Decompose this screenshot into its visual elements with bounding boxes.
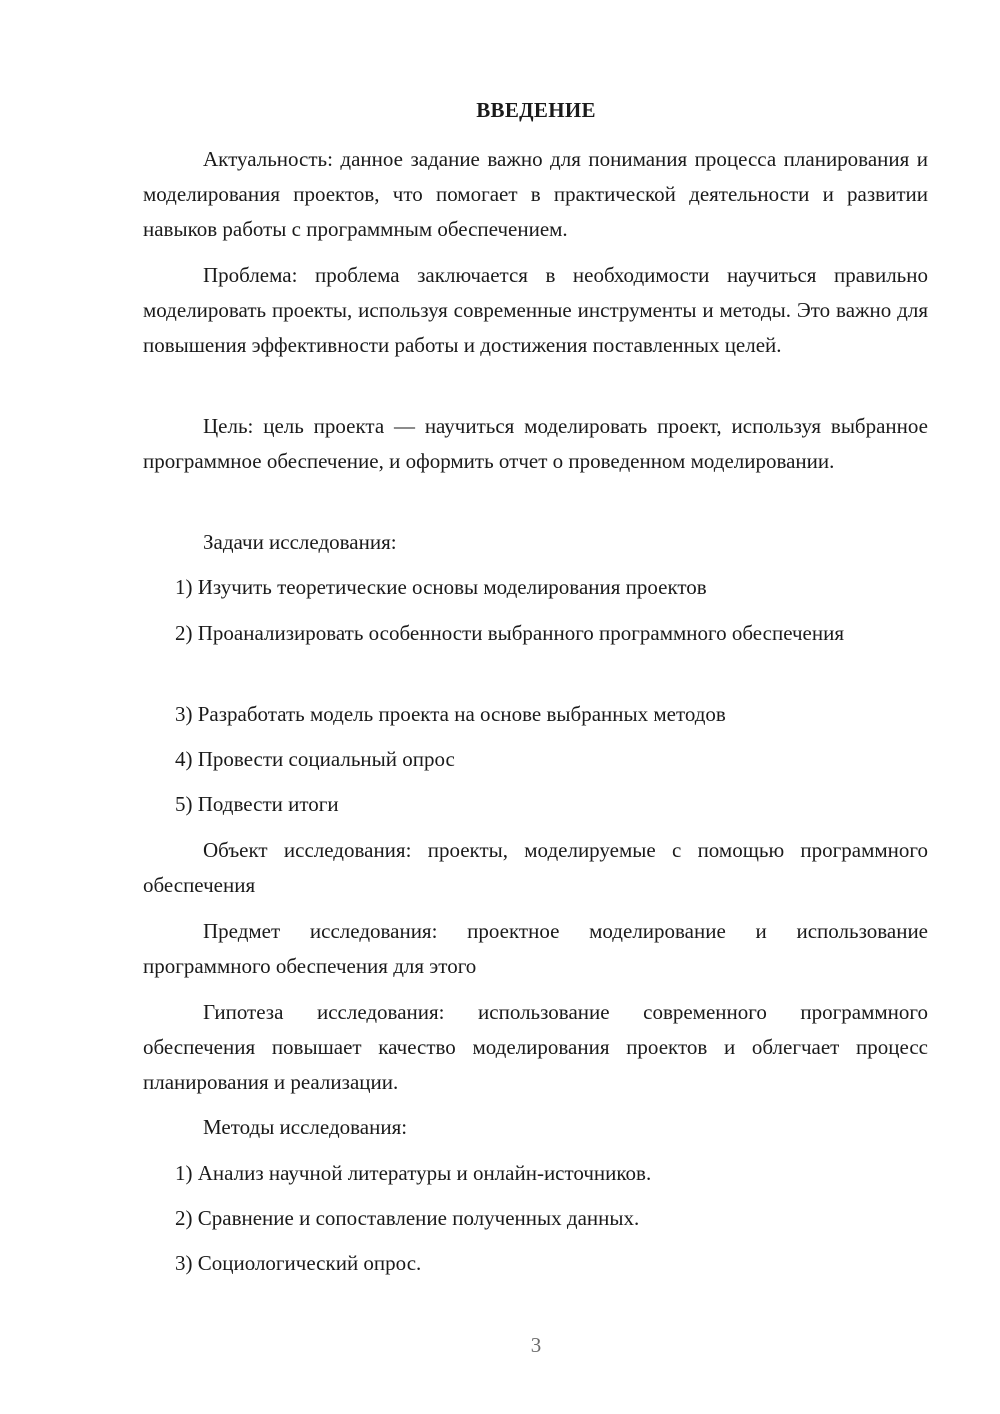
subject-paragraph: Предмет исследования: проектное моделирование и использование программного обеспечения для этого: [143, 919, 928, 978]
page-number: 3: [530, 1333, 542, 1357]
methods-heading: Методы исследования:: [203, 1115, 408, 1139]
task-item-3: 3) Разработать модель проекта на основе выбранных методов: [175, 702, 726, 726]
tasks-heading: Задачи исследования:: [203, 530, 397, 554]
problem-paragraph: Проблема: проблема заключается в необходимости научиться правильно моделировать проекты, используя современные инструменты и методы. Это важно для повышения эффективности работы и достижения поставленных целей.: [143, 263, 928, 357]
task-item-4: 4) Провести социальный опрос: [175, 747, 455, 771]
hypothesis-paragraph: Гипотеза исследования: использование современного программного обеспечения повышает качество моделирования проектов и облегчает процесс планирования и реализации.: [143, 1000, 928, 1094]
section-title: ВВЕДЕНИЕ: [476, 98, 596, 122]
task-item-5: 5) Подвести итоги: [175, 792, 339, 816]
task-item-2: 2) Проанализировать особенности выбранного программного обеспечения: [175, 621, 845, 645]
goal-paragraph: Цель: цель проекта — научиться моделировать проект, используя выбранное программное обеспечение, и оформить отчет о проведенном моделировании.: [143, 414, 928, 473]
method-item-3: 3) Социологический опрос.: [175, 1251, 422, 1275]
method-item-1: 1) Анализ научной литературы и онлайн-источников.: [175, 1161, 652, 1185]
method-item-2: 2) Сравнение и сопоставление полученных данных.: [175, 1206, 640, 1230]
relevance-paragraph: Актуальность: данное задание важно для понимания процесса планирования и моделирования проектов, что помогает в практической деятельности и развитии навыков работы с программным обеспечением.: [143, 147, 928, 241]
object-paragraph: Объект исследования: проекты, моделируемые с помощью программного обеспечения: [143, 838, 928, 897]
task-item-1: 1) Изучить теоретические основы моделирования проектов: [175, 575, 707, 599]
